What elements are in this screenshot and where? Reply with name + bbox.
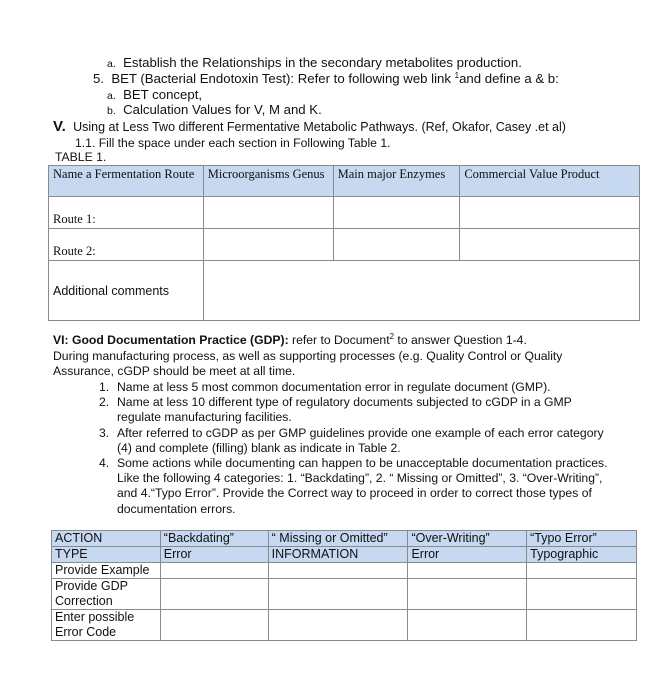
list-marker: 2.: [99, 395, 110, 410]
list-item-a-relationships: [107, 55, 522, 72]
list-text: BET (Bacterial Endotoxin Test): Refer to following web link: [111, 71, 455, 86]
list-marker: 1.: [99, 380, 110, 394]
list-item-line: (4) and complete (filling) blank as indicate in Table 2.: [117, 440, 401, 455]
footnote-ref: 2: [389, 332, 395, 341]
header-cell: Microorganisms Genus: [203, 166, 333, 197]
header-cell: “Over-Writing”: [408, 531, 527, 547]
section-text-after: to answer Question 1-4.: [394, 333, 527, 347]
header-cell: Commercial Value Product: [460, 166, 640, 197]
blank-cell[interactable]: [268, 610, 408, 641]
list-item-5: [93, 71, 559, 86]
table-row: [49, 229, 640, 261]
header-cell: Typographic: [527, 547, 637, 563]
section-title: : Good Documentation Practice (GDP):: [64, 333, 289, 347]
header-cell: Error: [408, 547, 527, 563]
list-item-line: Some actions while documenting can happen to be unacceptable documentation practices.: [117, 456, 608, 470]
list-item-line: Name at less 10 different type of regulatory documents subjected to cGDP in a GMP: [117, 395, 572, 410]
list-item-line: Like the following 4 categories: 1. “Backdating”, 2. “ Missing or Omitted”, 3. “Over-Writing”,: [117, 471, 603, 486]
table-header-row: [49, 166, 640, 197]
table-row: [49, 197, 640, 229]
list-item-line: regulate manufacturing facilities.: [117, 410, 292, 425]
row-label: Provide Example: [52, 563, 161, 579]
list-marker: 5.: [93, 71, 104, 86]
list-text: BET concept,: [123, 87, 203, 102]
list-marker: a.: [107, 58, 116, 70]
header-cell: ACTION: [52, 531, 161, 547]
row-label: Additional comments: [49, 261, 204, 321]
list-marker: b.: [107, 105, 116, 117]
table-2: [51, 530, 637, 641]
table-1: [48, 165, 640, 321]
list-text: Calculation Values for V, M and K.: [123, 102, 322, 117]
list-marker: 3.: [99, 425, 110, 440]
list-item-line: documentation errors.: [117, 501, 236, 516]
header-cell: Error: [160, 547, 268, 563]
list-item-line: and 4.“Typo Error”. Provide the Correct way to proceed in order to correct those types of: [117, 486, 592, 501]
blank-cell[interactable]: [333, 229, 460, 261]
list-item-line: After referred to cGDP as per GMP guidelines provide one example of each error category: [117, 425, 604, 440]
row-label: Route 2:: [49, 229, 204, 261]
blank-cell[interactable]: [408, 579, 527, 610]
blank-cell[interactable]: [160, 563, 268, 579]
blank-cell[interactable]: [527, 610, 637, 641]
row-label: Enter possible Error Code: [52, 610, 161, 641]
header-cell: INFORMATION: [268, 547, 408, 563]
paragraph-line: During manufacturing process, as well as supporting processes (e.g. Quality Control or Quality: [53, 349, 563, 363]
list-marker: a.: [107, 90, 116, 102]
blank-cell[interactable]: [268, 579, 408, 610]
list-text-after: and define a & b:: [459, 71, 559, 86]
table-1-label: TABLE 1.: [55, 150, 107, 164]
list-item-line: Name at less 5 most common documentation error in regulate document (GMP).: [117, 380, 551, 394]
blank-cell[interactable]: [460, 229, 640, 261]
list-item-5b: [107, 102, 322, 119]
blank-cell[interactable]: [160, 610, 268, 641]
subsection-text: 1.1. Fill the space under each section in Following Table 1.: [75, 136, 391, 150]
table-row-comments: [49, 261, 640, 321]
row-label: Route 1:: [49, 197, 204, 229]
header-cell: TYPE: [52, 547, 161, 563]
section-text: Using at Less Two different Fermentative Metabolic Pathways. (Ref, Okafor, Casey .et al): [73, 120, 566, 134]
section-text: refer to Document: [288, 333, 390, 347]
blank-cell[interactable]: [333, 197, 460, 229]
header-cell: “Backdating”: [160, 531, 268, 547]
blank-cell[interactable]: [460, 197, 640, 229]
list-text: Establish the Relationships in the secondary metabolites production.: [123, 55, 522, 70]
table-row: [52, 610, 637, 641]
table-row: [52, 579, 637, 610]
header-cell: Main major Enzymes: [333, 166, 460, 197]
blank-cell[interactable]: [527, 579, 637, 610]
paragraph-line: Assurance, cGDP should be meet at all time.: [53, 364, 296, 378]
row-label: Provide GDP Correction: [52, 579, 161, 610]
section-marker: V.: [53, 118, 66, 135]
blank-cell[interactable]: [268, 563, 408, 579]
blank-cell[interactable]: [527, 563, 637, 579]
blank-cell[interactable]: [408, 610, 527, 641]
blank-cell[interactable]: [408, 563, 527, 579]
header-cell: “ Missing or Omitted”: [268, 531, 408, 547]
table-header-row: [52, 531, 637, 547]
section-6-heading: [53, 333, 527, 348]
section-marker: VI: [53, 333, 65, 347]
table-row: [52, 563, 637, 579]
table-header-row: [52, 547, 637, 563]
list-marker: 4.: [99, 456, 110, 470]
header-cell: Name a Fermentation Route: [49, 166, 204, 197]
blank-cell[interactable]: [160, 579, 268, 610]
blank-cell[interactable]: [203, 229, 333, 261]
comments-cell[interactable]: [203, 261, 639, 321]
section-5-heading: [53, 119, 566, 135]
header-cell: “Typo Error”: [527, 531, 637, 547]
footnote-ref: 1: [454, 71, 460, 80]
blank-cell[interactable]: [203, 197, 333, 229]
